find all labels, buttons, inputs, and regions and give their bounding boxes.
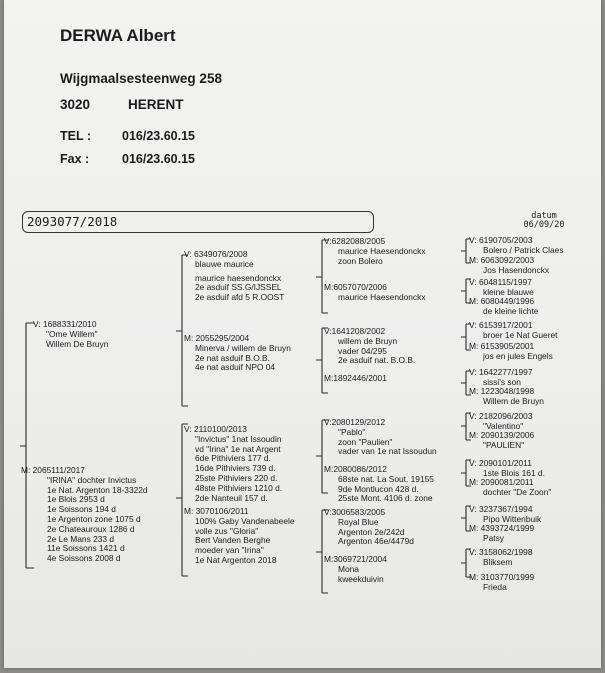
grandparent-ring: M: 2055295/2004	[184, 333, 250, 343]
grandparent-line: 4e nat asduif NPO 04	[195, 362, 276, 373]
dam-ring: M: 2065111/2017	[21, 465, 85, 475]
owner-name: DERWA Albert	[60, 26, 176, 45]
gen4-ring: V: 6153917/2001	[469, 320, 533, 330]
great-grandparent-block	[324, 465, 434, 504]
gen4-ring: V: 2182096/2003	[469, 411, 533, 421]
grandparent-ring: V: 6349076/2008	[184, 249, 248, 259]
gen4-ring: V: 3158062/1998	[469, 547, 533, 557]
gen4-line: Pipo Wittenbuik	[483, 513, 542, 524]
great-grandparent-block	[324, 327, 415, 366]
grandparent-line: "Invictus" 1nat Issoudin	[195, 433, 282, 444]
great-grandparent-line: willem de Bruyn	[338, 335, 398, 346]
gen4-ring: M: 6063092/2003	[469, 255, 535, 265]
subject-ring-number: 2093077/2018	[22, 211, 374, 233]
gen4-block	[469, 524, 534, 544]
gen4-line: kleine blauwe	[483, 286, 534, 297]
great-grandparent-ring: V:6282088/2005	[324, 236, 386, 246]
grandparent-line: 2de Nanteuil 157 d.	[195, 492, 268, 503]
grandparent-line: vd "Irina" 1e nat Argent	[195, 443, 281, 454]
dam-line: 11e Soissons 1421 d	[47, 543, 125, 554]
gen4-line: Frieda	[483, 581, 507, 592]
great-grandparent-ring: M:1892446/2001	[324, 373, 387, 383]
great-grandparent-line: 9de Montlucon 428 d.	[338, 483, 419, 494]
grandparent-block	[184, 425, 282, 503]
gen4-line: Patsy	[483, 532, 504, 543]
grandparent-line: 100% Gaby Vandenabeele	[195, 515, 295, 526]
gen4-ring: M: 4393724/1999	[469, 523, 535, 533]
grandparent-block	[184, 507, 295, 566]
gen4-ring: M: 2090081/2011	[469, 477, 534, 487]
grandparent-line: 2e asduif SS.G/IJSSEL	[195, 282, 282, 293]
postcode: 3020	[60, 97, 91, 112]
gen4-block	[469, 505, 541, 525]
great-grandparent-block	[324, 418, 437, 457]
pedigree-document	[4, 0, 601, 668]
grandparent-line: blauwe maurice	[195, 258, 254, 269]
great-grandparent-block	[324, 508, 414, 547]
gen4-ring: M: 6080449/1996	[469, 296, 535, 306]
date-value: 06/09/20	[523, 220, 565, 230]
gen4-line: broer 1e Nat Gueret	[483, 329, 558, 340]
gen4-line: Bliksem	[483, 556, 513, 567]
gen4-ring: V: 2090101/2011	[469, 458, 532, 468]
great-grandparent-line: vader 04/295	[338, 345, 387, 356]
gen4-ring: V: 6048115/1997	[469, 277, 532, 287]
great-grandparent-line: vader van 1e nat Issoudun	[338, 446, 437, 457]
great-grandparent-line: maurice Haesendonckx	[338, 245, 426, 256]
grandparent-ring: V: 2110100/2013	[184, 424, 247, 434]
gen4-line: Bolero / Patrick Claes	[483, 244, 564, 255]
grandparent-line: 2e nat asduif B.O.B.	[195, 352, 270, 363]
gen4-line: Willem de Bruyn	[483, 395, 544, 406]
great-grandparent-line: Argenton 46e/4479d	[338, 536, 414, 547]
great-grandparent-line: zoon "Paulien"	[338, 436, 393, 447]
gen4-block	[469, 431, 534, 451]
sire-line: "Ome Willem"	[46, 328, 98, 339]
gen4-block	[469, 548, 533, 568]
great-grandparent-line: zoon Bolero	[338, 255, 383, 266]
grandparent-line: maurice haesendonckx	[195, 272, 282, 283]
grandparent-ring: M: 3070106/2011	[184, 506, 249, 516]
great-grandparent-line: 25ste Mont. 4106 d. zone	[338, 493, 433, 504]
dam-line: 1e Nat. Argenton 18-3322d	[47, 484, 148, 495]
great-grandparent-line: 2e asduif nat. B.O.B.	[338, 355, 416, 366]
tel-number: 016/23.60.15	[122, 129, 195, 143]
great-grandparent-line: 68ste nat. La Sout. 19155	[338, 473, 434, 484]
gen4-line: dochter "De Zoon"	[483, 486, 552, 497]
dam-line: 2e Le Mans 233 d	[47, 533, 115, 544]
gen4-block	[469, 297, 538, 317]
gen4-block	[469, 478, 551, 498]
gen4-block	[469, 321, 557, 341]
dam-line: 1e Blois 2953 d	[47, 494, 105, 505]
great-grandparent-line: kweekduivin	[338, 573, 384, 584]
great-grandparent-block	[324, 374, 387, 384]
great-grandparent-block	[324, 283, 426, 303]
gen4-block	[469, 342, 553, 362]
gen4-block	[469, 412, 533, 432]
gen4-ring: V: 3237367/1994	[469, 504, 533, 514]
grandparent-block	[184, 250, 284, 303]
gen4-line: "PAULIEN"	[483, 439, 525, 450]
grandparent-line: Minerva / willem de Bruyn	[195, 342, 291, 353]
gen4-line: sissi's son	[483, 376, 521, 387]
gen4-block	[469, 256, 549, 276]
tel-label: TEL :	[60, 129, 92, 143]
gen4-block	[469, 387, 544, 407]
grandparent-block	[184, 334, 291, 373]
gen4-block	[469, 573, 534, 593]
great-grandparent-ring: M:6057070/2006	[324, 282, 387, 292]
grandparent-line: 16de Pithiviers 739 d.	[195, 463, 276, 474]
great-grandparent-line: Mona	[338, 563, 359, 574]
grandparent-line: 6de Pithiviers 177 d.	[195, 453, 271, 464]
date-label: datum	[531, 211, 557, 221]
gen4-line: 1ste Blois 161 d.	[483, 467, 545, 478]
great-grandparent-block	[324, 237, 426, 266]
street-address: Wijgmaalsesteenweg 258	[60, 71, 222, 86]
grandparent-line: Bert Vanden Berghe	[195, 535, 271, 546]
sire-block	[33, 320, 108, 349]
gen4-line: de kleine lichte	[483, 305, 539, 316]
great-grandparent-ring: M:2080086/2012	[324, 464, 387, 474]
great-grandparent-ring: V:3006583/2005	[324, 507, 386, 517]
great-grandparent-line: Royal Blue	[338, 516, 379, 527]
dam-block	[21, 466, 148, 564]
gen4-block	[469, 368, 533, 388]
gen4-ring: M: 3103770/1999	[469, 572, 535, 582]
city: HERENT	[128, 97, 184, 112]
gen4-ring: V: 6190705/2003	[469, 235, 533, 245]
gen4-line: Jos Hasendonckx	[483, 264, 550, 275]
great-grandparent-line: "Pablo"	[338, 426, 366, 437]
sire-line: Willem De Bruyn	[46, 338, 109, 349]
gen4-line: jos en jules Engels	[483, 350, 553, 361]
fax-number: 016/23.60.15	[122, 152, 195, 166]
great-grandparent-ring: M:3069721/2004	[324, 554, 387, 564]
gen4-block	[469, 236, 564, 256]
grandparent-line: 25ste Pithiviers 220 d.	[195, 472, 278, 483]
gen4-ring: V: 1642277/1997	[469, 367, 533, 377]
gen4-block	[469, 459, 545, 479]
dam-line: 4e Soissons 2008 d	[47, 553, 121, 564]
great-grandparent-ring: V:1641208/2002	[324, 326, 386, 336]
sire-ring: V: 1688331/2010	[33, 319, 97, 329]
dam-line: "IRINA" dochter Invictus	[47, 474, 137, 485]
dam-line: 2e Chateauroux 1286 d	[47, 523, 135, 534]
great-grandparent-ring: V:2080129/2012	[324, 417, 386, 427]
gen4-block	[469, 278, 534, 298]
grandparent-line: 48ste Pithiviers 1210 d.	[195, 482, 283, 493]
great-grandparent-line: Argenton 2e/242d	[338, 526, 405, 537]
fax-label: Fax :	[60, 152, 90, 166]
gen4-ring: M: 2090139/2006	[469, 430, 535, 440]
gen4-ring: M: 6153905/2001	[469, 341, 535, 351]
grandparent-line: 2e asduif afd 5 R.OOST	[195, 292, 285, 303]
grandparent-line: volle zus "Gloria"	[195, 525, 259, 536]
grandparent-line: 1e Nat Argenton 2018	[195, 554, 277, 565]
dam-line: 1e Soissons 194 d	[47, 504, 116, 515]
dam-line: 1e Argenton zone 1075 d	[47, 513, 141, 524]
grandparent-line: moeder van "Irina"	[195, 545, 264, 556]
gen4-line: "Valentino"	[483, 420, 524, 431]
great-grandparent-block	[324, 555, 387, 584]
great-grandparent-line: maurice Haesendonckx	[338, 291, 426, 302]
gen4-ring: M: 1223048/1998	[469, 386, 535, 396]
